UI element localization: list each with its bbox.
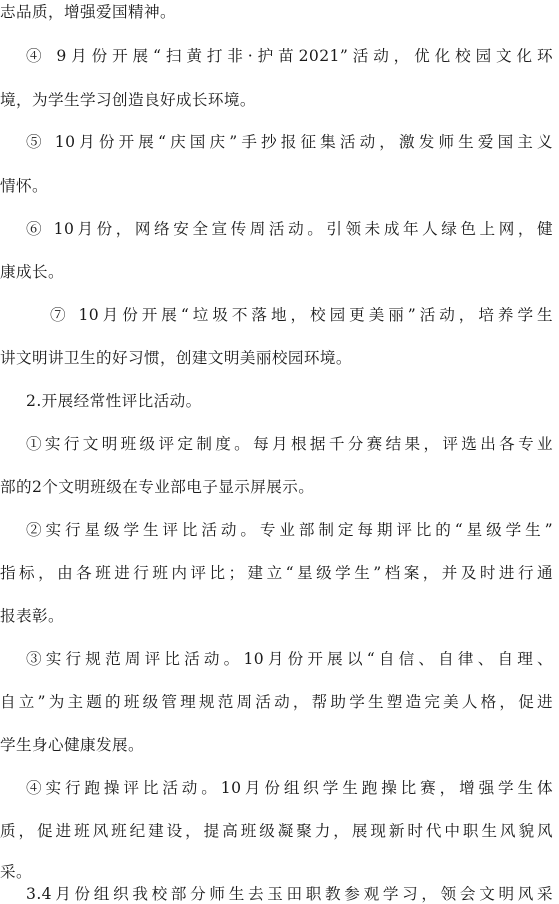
paragraph-line: ②实行星级学生评比活动。专业部制定每期评比的“星级学生”	[26, 521, 553, 539]
paragraph-line: 部的2个文明班级在专业部电子显示屏展示。	[0, 478, 315, 496]
paragraph-line: ⑥ 10月份，网络安全宣传周活动。引领未成年人绿色上网，健	[26, 220, 553, 238]
paragraph-line: 学生身心健康发展。	[0, 736, 144, 754]
paragraph-line: ⑦ 10月份开展“垃圾不落地，校园更美丽”活动，培养学生	[50, 306, 553, 324]
paragraph-line: 自立”为主题的班级管理规范周活动，帮助学生塑造完美人格，促进	[0, 693, 553, 711]
paragraph-line: 指标，由各班进行班内评比；建立“星级学生”档案，并及时进行通	[0, 564, 553, 582]
paragraph-line: 质，促进班风班纪建设，提高班级凝聚力，展现新时代中职生风貌风	[0, 822, 553, 840]
paragraph-line: 志品质，增强爱国精神。	[0, 3, 176, 21]
section-heading: 2.开展经常性评比活动。	[26, 392, 202, 410]
paragraph-line: 境，为学生学习创造良好成长环境。	[0, 91, 256, 109]
paragraph-line: ⑤ 10月份开展“庆国庆”手抄报征集活动，激发师生爱国主义	[26, 133, 553, 151]
paragraph-line: 讲文明讲卫生的好习惯，创建文明美丽校园环境。	[0, 349, 352, 367]
paragraph-line: 采。	[0, 863, 32, 881]
paragraph-line: ④实行跑操评比活动。10月份组织学生跑操比赛，增强学生体	[26, 779, 553, 797]
paragraph-line: 3.4月份组织我校部分师生去玉田职教参观学习，领会文明风采	[26, 885, 553, 903]
paragraph-line: ④ 9月份开展“扫黄打非·护苗2021”活动，优化校园文化环	[26, 47, 553, 65]
paragraph-line: 康成长。	[0, 263, 64, 281]
paragraph-line: 情怀。	[0, 177, 48, 195]
paragraph-line: ③实行规范周评比活动。10月份开展以“自信、自律、自理、	[26, 650, 553, 668]
paragraph-line: 报表彰。	[0, 607, 64, 625]
paragraph-line: ①实行文明班级评定制度。每月根据千分赛结果，评选出各专业	[26, 435, 553, 453]
